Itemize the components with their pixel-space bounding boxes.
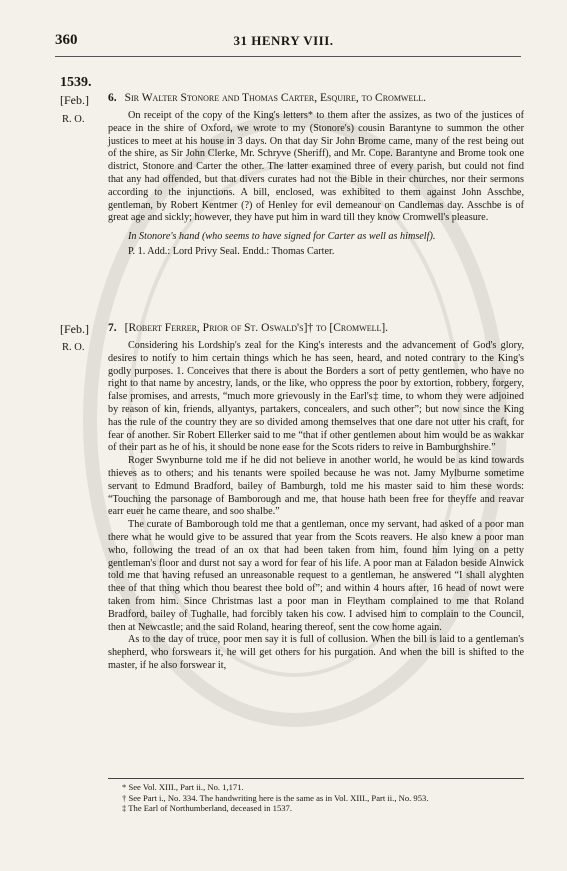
footnote-3: ‡ The Earl of Northumberland, deceased in 1537. — [122, 803, 292, 813]
entry6-title: Sir Walter Stonore and Thomas Carter, Esquire, to Cromwell. — [124, 92, 427, 104]
entry7-heading — [108, 321, 524, 335]
entry6-text: On receipt of the copy of the King's letters* to them after the assizes, as two of the justices of peace in the shire of Oxford, we wrote to my (Stonore's) cousin Barantyne to summon the other justices to meet at his house in 3 days. On that day Sir John Brome came, many of the rest being out of the shire, as Sir John Clerke, Mr. Schryve (Sheriff), and Mr. Cope. Barantyne and Brome took one district, Stonore and Carter the other. The latter examined three of every parish, but could not find that any had offended, but that divers curates had not the Bible in their churches, nor their sermons according to the injunctions. A bill, enclosed, was exhibited to them against John Asschbe, gentleman, by Robert Kentmer (?) of Henley for evil demeanour on Candlemas day. Asschbe is of great age and sickly; however, they have put him in ward till they know Cromwell's pleasure. — [108, 110, 524, 224]
entry7-date: [Feb.] — [60, 322, 89, 336]
entry6-address: P. 1. Add.: Lord Privy Seal. Endd.: Thomas Carter. — [128, 245, 335, 257]
footnote-2: † See Part i., No. 334. The handwriting here is the same as in Vol. XIII., Part ii., No. 953. — [122, 792, 429, 803]
entry7-source: R. O. — [62, 342, 85, 353]
entry7 — [108, 321, 524, 673]
running-title: 31 HENRY VIII. — [233, 33, 334, 48]
entry6 — [108, 91, 524, 259]
entry7-paragraph-4: As to the day of truce, poor men say it is full of collusion. When the bill is laid to a gentleman's shepherd, who forswears it, he will get others for his purgation. And when the bill is shifted to the master, if he also forswear it, — [108, 634, 524, 671]
header-rule — [55, 56, 521, 57]
entry6-note: In Stonore's hand (who seems to have signed for Carter as well as himself). — [128, 231, 436, 243]
entry7-paragraph-2: Roger Swynburne told me if he did not believe in another world, he would be as kind towards thieves as to others; and his tenants were spoiled because he was not. Jamy Mylburne sometime servant to Edmund Bradford, bailey of Bamburgh, told me his master said to him these words: “Touching the parsonage of Bamborough and me, that house hath been free for theyffe and reavar earr euer he came theare, and soo shalbe.” — [108, 455, 524, 518]
entry7-paragraph-3: The curate of Bamborough told me that a gentleman, once my servant, had asked of a poor man there what he would give to be assured that year from the Scots reavers. He also knew a poor man who, following the tread of an ox that had been taken from him, found him lying on a petty gentleman's floor and durst not say a word for fear of his life. A poor man at Faladon beside Alnwick told me that having refused an unreasonable request to a gentleman, he answered “I shall alyghten thee of that thing which thou bearest thee bold of”; and within 4 hours after, 16 head of nowt were taken from him. Since Christmas last a poor man in Fleytham complained to me that Roland Bradford, bailey of Tughalle, had forcibly taken his cow. I advised him to complain to the Council, then at Newcastle; and the said Roland, hearing thereof, sent the cow home again. — [108, 519, 524, 633]
entry6-date: [Feb.] — [60, 93, 89, 107]
footnote-1: * See Vol. XIII., Part ii., No. 1,171. — [122, 782, 244, 792]
page-number: 360 — [55, 32, 78, 48]
entry7-number: 7. — [108, 322, 117, 334]
footnotes — [108, 782, 524, 814]
entry6-heading — [108, 91, 524, 105]
year-heading: 1539. — [60, 75, 92, 90]
entry7-paragraph-1: Considering his Lordship's zeal for the King's interests and the advancement of God's glory, desires to notify to him certain things which he has seen, heard, and noted contrary to the King's godly purposes. 1. Conceives that there is about the Borders a sort of petty gentlemen, who have no right to that name by ancestry, lands, or the like, who oppress the poor by extortion, robbery, forgery, false promises, and arrests, “much more grievously in the Earl's‡ time, to whom they were adjoined by reason of kin, friends, allyantys, partakers, concealers, and such other”; but now since the King has the rule of the country they are so divided among themselves that one dare not utter his craft, for fear of another. Sir Robert Ellerker said to me “that if other gentlemen about him would be as wakkar of their part as he of his, it should be none ease for the Scots riders to reive in Bamburghshire.” — [108, 340, 524, 454]
entry6-source: R. O. — [62, 114, 85, 125]
footnote-rule — [108, 778, 524, 779]
entry7-title: [Robert Ferrer, Prior of St. Oswald's]† to [Cromwell]. — [124, 322, 389, 334]
entry6-number: 6. — [108, 92, 117, 104]
